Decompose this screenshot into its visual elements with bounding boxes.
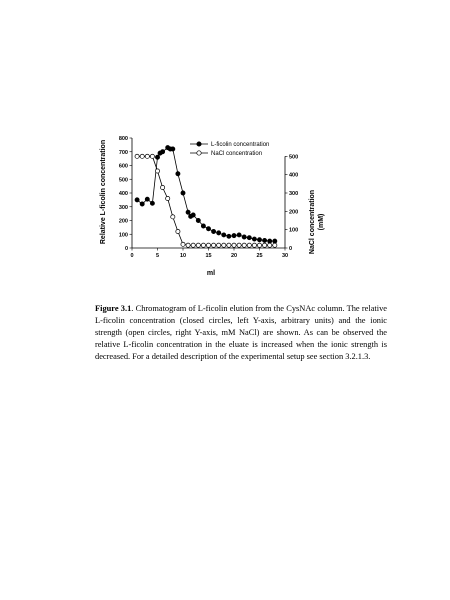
x-tick-label: 25 <box>256 253 263 259</box>
data-point-nacl <box>166 196 170 200</box>
y-right-axis-title: NaCl concentration <box>309 189 316 255</box>
data-point-l-ficolin <box>161 150 165 154</box>
legend-marker-l-ficolin <box>197 142 201 146</box>
data-point-nacl <box>232 243 236 247</box>
data-point-l-ficolin <box>176 172 180 176</box>
data-point-nacl <box>252 243 256 247</box>
data-point-l-ficolin <box>171 147 175 151</box>
y-right-tick-label: 200 <box>289 209 299 216</box>
data-point-nacl <box>181 242 185 246</box>
data-point-l-ficolin <box>140 202 144 206</box>
data-point-l-ficolin <box>257 238 261 242</box>
x-tick-label: 5 <box>155 253 160 259</box>
chromatogram-chart <box>95 128 345 283</box>
y-left-tick-label: 800 <box>118 136 128 142</box>
data-point-l-ficolin <box>206 227 210 231</box>
data-point-nacl <box>227 243 231 247</box>
data-point-l-ficolin <box>212 229 216 233</box>
data-point-l-ficolin <box>201 224 205 228</box>
y-left-axis-title: Relative L-ficolin concentration <box>100 139 107 245</box>
y-right-tick-label: 100 <box>289 227 299 234</box>
data-point-nacl <box>242 243 246 247</box>
data-point-nacl <box>191 243 195 247</box>
data-point-nacl <box>237 243 241 247</box>
data-point-nacl <box>206 243 210 247</box>
data-point-nacl <box>268 243 272 247</box>
y-left-tick-label: 500 <box>118 177 128 184</box>
data-point-l-ficolin <box>135 198 139 202</box>
y-left-tick-label: 200 <box>118 218 128 225</box>
data-point-l-ficolin <box>263 238 267 242</box>
y-right-tick-label: 300 <box>289 191 299 197</box>
series-line-l-ficolin <box>137 148 275 242</box>
data-point-l-ficolin <box>196 218 200 222</box>
data-point-nacl <box>150 154 154 158</box>
x-tick-label: 10 <box>179 253 187 259</box>
y-left-tick-label: 700 <box>118 149 128 156</box>
data-point-l-ficolin <box>252 237 256 241</box>
data-point-nacl <box>273 243 277 247</box>
legend <box>190 142 269 157</box>
data-point-l-ficolin <box>181 191 185 195</box>
y-right-tick-label: 500 <box>289 154 299 161</box>
y-left-tick-label: 100 <box>118 232 128 239</box>
data-point-l-ficolin <box>155 155 159 159</box>
data-point-l-ficolin <box>150 201 154 205</box>
legend-marker-nacl <box>197 151 201 155</box>
x-tick-label: 30 <box>281 253 289 259</box>
y-left-tick-label: 300 <box>118 204 128 211</box>
y-left-tick-label: 600 <box>118 163 128 170</box>
data-point-l-ficolin <box>247 236 251 240</box>
data-point-l-ficolin <box>273 239 277 243</box>
data-point-nacl <box>186 243 190 247</box>
data-point-l-ficolin <box>222 233 226 237</box>
y-right-tick-label: 400 <box>289 172 299 179</box>
x-axis-title: ml <box>206 270 216 277</box>
data-point-nacl <box>201 243 205 247</box>
data-point-l-ficolin <box>191 213 195 217</box>
data-point-nacl <box>176 229 180 233</box>
data-point-nacl <box>135 154 139 158</box>
x-tick-label: 15 <box>205 253 212 259</box>
data-point-nacl <box>196 243 200 247</box>
data-point-l-ficolin <box>242 235 246 239</box>
figure-caption-text: . Chromatogram of L-ficolin elution from the CysNAc column. The relative L-ficolin concentration (closed circles, left Y-axis, arbitrary units) and the ionic strength (open circles, right Y-axis, mM NaCl) are shown. As can be observed the relative L-ficolin concentration in the eluate is increased when the ionic strength is decreased. For a detailed description of the experimental setup see section 3.2.1.3. <box>95 304 387 361</box>
data-point-nacl <box>140 154 144 158</box>
x-tick-label: 20 <box>230 253 238 259</box>
data-point-l-ficolin <box>232 234 236 238</box>
data-point-l-ficolin <box>237 233 241 237</box>
data-point-l-ficolin <box>217 231 221 235</box>
figure-caption <box>95 303 387 363</box>
data-point-nacl <box>155 169 159 173</box>
data-point-nacl <box>161 185 165 189</box>
data-point-l-ficolin <box>186 210 190 214</box>
y-right-axis-title-unit: (mM) <box>318 213 325 231</box>
series-layer <box>135 146 277 248</box>
data-point-nacl <box>222 243 226 247</box>
data-point-nacl <box>212 243 216 247</box>
data-point-nacl <box>145 154 149 158</box>
data-point-nacl <box>263 243 267 247</box>
legend-label-l-ficolin: L-ficolin concentration <box>211 142 270 148</box>
data-point-nacl <box>247 243 251 247</box>
data-point-l-ficolin <box>268 239 272 243</box>
y-right-tick-label: 0 <box>289 246 293 252</box>
legend-label-nacl: NaCl concentration <box>211 151 263 157</box>
y-left-tick-label: 0 <box>124 246 128 252</box>
data-point-nacl <box>217 243 221 247</box>
data-point-nacl <box>257 243 261 247</box>
y-left-tick-label: 400 <box>118 191 128 197</box>
data-point-nacl <box>171 215 175 219</box>
figure-caption-label: Figure 3.1 <box>95 304 132 313</box>
data-point-l-ficolin <box>227 234 231 238</box>
x-tick-label: 0 <box>130 253 134 259</box>
data-point-l-ficolin <box>145 197 149 201</box>
